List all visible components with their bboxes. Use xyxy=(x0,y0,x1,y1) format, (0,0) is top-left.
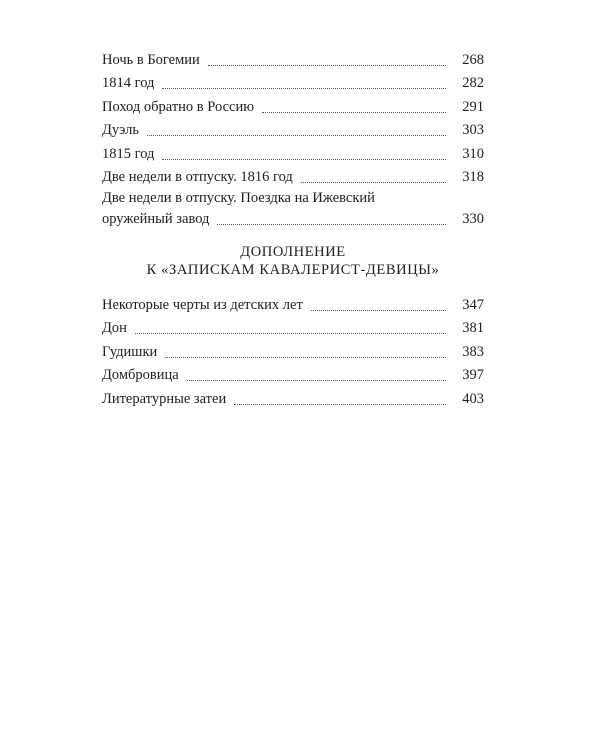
toc-entry-page: 318 xyxy=(462,169,484,185)
dot-leader xyxy=(165,357,446,358)
toc-entry xyxy=(102,314,484,338)
toc-entry-multiline xyxy=(102,186,484,228)
toc-entry-page: 383 xyxy=(462,343,484,360)
toc-entry-page: 403 xyxy=(462,390,484,407)
toc-entry-title: Гудишки xyxy=(102,343,158,360)
toc-entry xyxy=(102,45,484,69)
toc-entry xyxy=(102,139,484,163)
table-of-contents-main xyxy=(102,45,484,228)
dot-leader xyxy=(262,112,446,113)
dot-leader xyxy=(301,182,446,183)
toc-entry-page: 268 xyxy=(462,51,484,68)
toc-entry-title: 1814 год xyxy=(102,75,155,91)
toc-entry-title: Домбровица xyxy=(102,367,179,383)
toc-entry-page: 397 xyxy=(462,367,484,383)
dot-leader xyxy=(311,310,446,311)
dot-leader xyxy=(217,224,446,225)
toc-entry xyxy=(102,384,484,408)
section-heading xyxy=(102,243,484,279)
toc-entry-title: Поход обратно в Россию xyxy=(102,98,255,115)
toc-entry xyxy=(102,116,484,140)
toc-entry-title: Дуэль xyxy=(102,122,139,138)
toc-entry-page: 303 xyxy=(462,122,484,138)
section-heading-line2: К «ЗАПИСКАМ КАВАЛЕРИСТ-ДЕВИЦЫ» xyxy=(146,262,440,278)
toc-entry xyxy=(102,361,484,385)
toc-entry-title: Две недели в отпуску. 1816 год xyxy=(102,169,293,185)
toc-entry-title-line2: оружейный завод xyxy=(102,211,210,227)
toc-entry-title: Ночь в Богемии xyxy=(102,51,200,68)
dot-leader xyxy=(208,65,446,66)
toc-entry-page: 282 xyxy=(462,75,484,91)
dot-leader xyxy=(187,380,446,381)
dot-leader xyxy=(234,404,446,405)
dot-leader xyxy=(135,333,446,334)
dot-leader xyxy=(147,135,446,136)
toc-entry-title: Некоторые черты из детских лет xyxy=(102,296,303,313)
toc-entry-title: 1815 год xyxy=(102,145,155,162)
section-heading-line1: ДОПОЛНЕНИЕ xyxy=(240,244,346,260)
toc-entry-title: Дон xyxy=(102,320,127,336)
toc-entry-title-line1: Две недели в отпуску. Поездка на Ижевский xyxy=(102,190,375,206)
toc-entry-page: 381 xyxy=(462,320,484,336)
toc-entry-page: 291 xyxy=(462,98,484,115)
toc-entry xyxy=(102,163,484,187)
toc-entry xyxy=(102,69,484,93)
toc-entry-page: 347 xyxy=(462,296,484,313)
toc-entry-page: 330 xyxy=(462,211,484,227)
table-of-contents-appendix xyxy=(102,290,484,408)
toc-entry-title: Литературные затеи xyxy=(102,390,227,407)
toc-entry xyxy=(102,92,484,116)
toc-entry-page: 310 xyxy=(462,145,484,162)
dot-leader xyxy=(162,159,446,160)
toc-entry xyxy=(102,290,484,314)
dot-leader xyxy=(162,88,446,89)
toc-entry xyxy=(102,337,484,361)
